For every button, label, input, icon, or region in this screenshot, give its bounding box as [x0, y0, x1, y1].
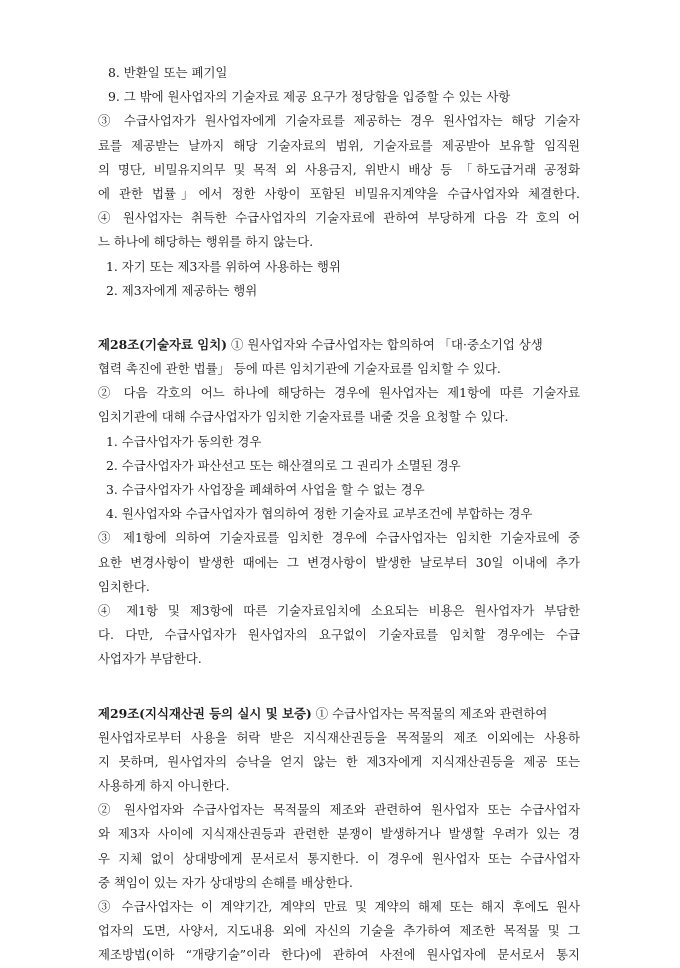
paragraph-line: 요한 변경사항이 발생한 때에는 그 변경사항이 발생한 날로부터 30일 이내에 추가 [98, 554, 580, 570]
paragraph-line: ③ 수급사업자는 이 계약기간, 계약의 만료 및 계약의 해제 또는 해지 후에도 원사 [98, 899, 580, 914]
paragraph-line: 임치한다. [98, 578, 150, 594]
paragraph-line: ③ 제1항에 의하여 기술자료를 임치한 경우에 수급사업자는 임치한 기술자료에 중 [98, 530, 580, 546]
list-item: 2. 수급사업자가 파산선고 또는 해산결의로 그 권리가 소멸된 경우 [106, 457, 461, 473]
paragraph-line: ④ 원사업자는 취득한 수급사업자의 기술자료에 관하여 부당하게 다음 각 호의 어 [98, 210, 580, 226]
paragraph-line: 사용하게 하지 아니한다. [98, 778, 230, 794]
list-item: 8. 반환일 또는 폐기일 [108, 65, 228, 80]
list-item: 1. 수급사업자가 동의한 경우 [106, 433, 262, 449]
list-item: 3. 수급사업자가 사업장을 폐쇄하여 사업을 할 수 없는 경우 [106, 482, 425, 497]
article-28-heading: 제28조(기술자료 임치) [98, 336, 228, 352]
list-item: 2. 제3자에게 제공하는 행위 [106, 282, 258, 298]
paragraph-text: ① 원사업자와 수급사업자는 합의하여 「대·중소기업 상생 [227, 336, 543, 352]
paragraph-line: 사업자가 부담한다. [98, 651, 202, 667]
paragraph-line: ③ 수급사업자가 원사업자에게 기술자료를 제공하는 경우 원사업자는 해당 기술자 [98, 113, 580, 129]
paragraph-line: ② 원사업자와 수급사업자는 목적물의 제조와 관련하여 원사업자 또는 수급사업자 [98, 802, 580, 818]
list-item: 9. 그 밖에 원사업자의 기술자료 제공 요구가 정당함을 입증할 수 있는 사항 [108, 89, 511, 105]
paragraph-line: 지 못하며, 원사업자의 승낙을 얻지 않는 한 제3자에게 지식재산권등을 제공 또는 [98, 753, 580, 769]
paragraph-line: 에 관한 법률」에서 정한 사항이 포함된 비밀유지계약을 수급사업자와 체결한다. [98, 185, 580, 201]
paragraph-line: 와 제3자 사이에 지식재산권등과 관련한 분쟁이 발생하거나 발생할 우려가 있는 경 [98, 826, 580, 842]
section-gap [98, 303, 580, 333]
paragraph-text: ① 수급사업자는 목적물의 제조와 관련하여 [311, 705, 548, 721]
article-29-first-line [98, 702, 580, 726]
paragraph-line: 중 책임이 있는 자가 상대방의 손해를 배상한다. [98, 874, 353, 890]
paragraph-line: 임치기관에 대해 수급사업자가 임치한 기술자료를 내줄 것을 요청할 수 있다. [98, 409, 509, 425]
paragraph-line: 제조방법(이하 “개량기술”이라 한다)에 관하여 사전에 원사업자에 문서로서 통지 [98, 947, 580, 963]
paragraph-line: 료를 제공받는 날까지 해당 기술자료의 범위, 기술자료를 제공받아 보유할 임직원 [98, 137, 580, 153]
article-28-first-line [98, 333, 580, 357]
list-item: 4. 원사업자와 수급사업자가 협의하여 정한 기술자료 교부조건에 부합하는 경우 [106, 506, 533, 522]
paragraph-line: 협력 촉진에 관한 법률」 등에 따른 임치기관에 기술자료를 임치할 수 있다. [98, 361, 501, 377]
paragraph-line: 느 하나에 해당하는 행위를 하지 않는다. [98, 234, 314, 250]
list-item: 1. 자기 또는 제3자를 위하여 사용하는 행위 [106, 258, 341, 274]
paragraph-line: 업자의 도면, 사양서, 지도내용 외에 자신의 기술을 추가하여 제조한 목적물 및 그 [98, 923, 580, 939]
paragraph-line: ④ 제1항 및 제3항에 따른 기술자료임치에 소요되는 비용은 원사업자가 부담한 [98, 602, 580, 618]
paragraph-line: 의 명단, 비밀유지의무 및 목적 외 사용금지, 위반시 배상 등 「하도급거래 공정화 [98, 161, 580, 177]
article-29-heading: 제29조(지식재산권 등의 실시 및 보증) [98, 705, 312, 721]
paragraph-line: ② 다음 각호의 어느 하나에 해당하는 경우에 원사업자는 제1항에 따른 기술자료 [98, 385, 580, 401]
section-gap [98, 672, 580, 702]
paragraph-line: 원사업자로부터 사용을 허락 받은 지식재산권등을 목적물의 제조 이외에는 사용하 [98, 729, 580, 745]
paragraph-line: 우 지체 없이 상대방에게 문서로서 통지한다. 이 경우에 원사업자 또는 수급사업자 [98, 850, 580, 866]
paragraph-line: 다. 다만, 수급사업자가 원사업자의 요구없이 기술자료를 임치할 경우에는 수급 [98, 627, 580, 643]
